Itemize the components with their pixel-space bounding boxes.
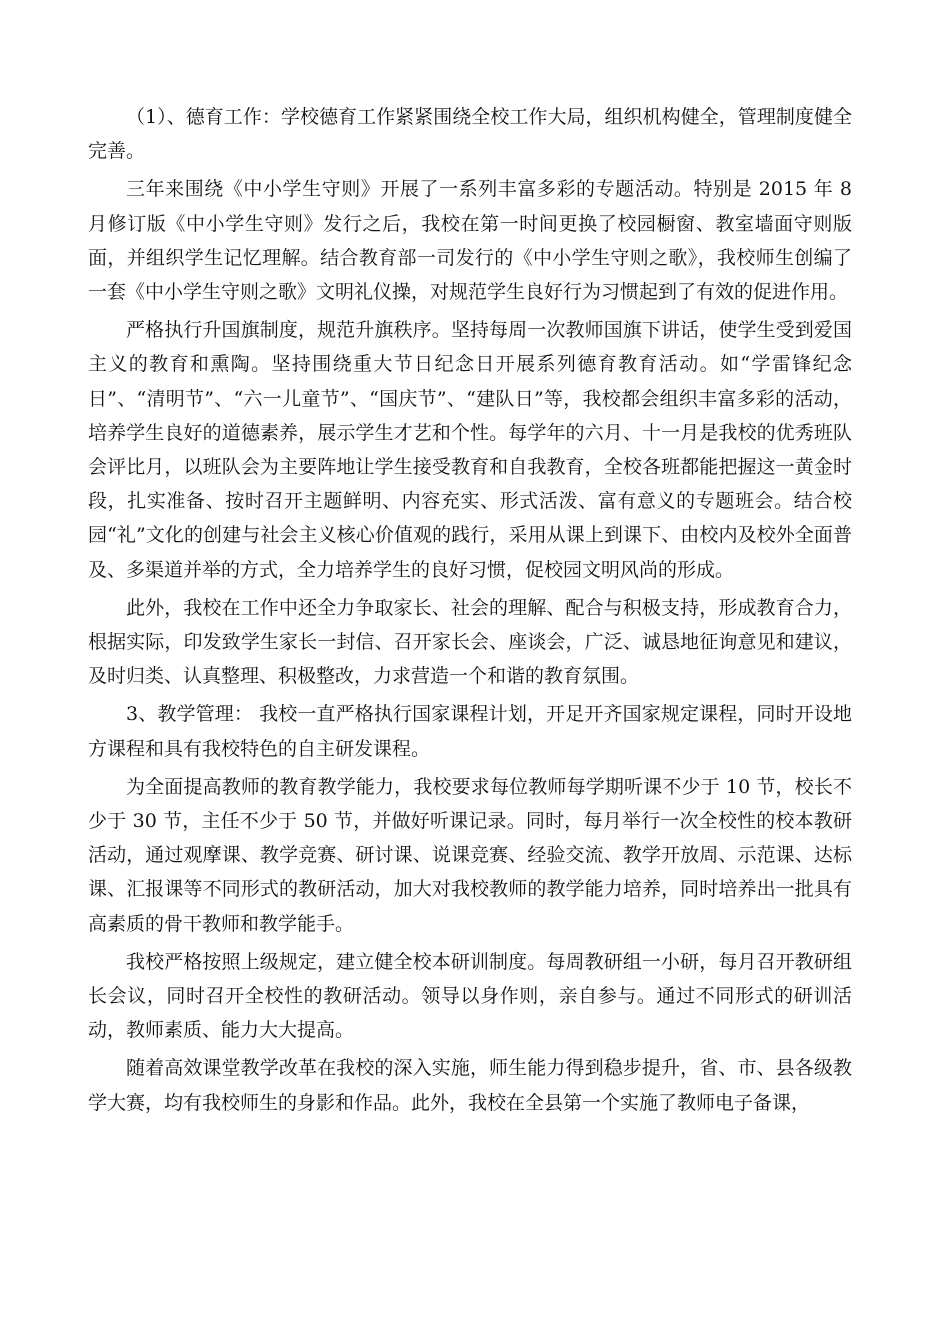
paragraph-school-research: 我校严格按照上级规定，建立健全校本研训制度。每周教研组一小研，每月召开教研组长会议，同时召开全校性的教研活动。领导以身作则，亲自参与。通过不同形式的研训活动，教师素质、能力大大提高。 — [88, 950, 852, 1042]
paragraph-flag-ceremony: 严格执行升国旗制度，规范升旗秩序。坚持每周一次教师国旗下讲话，使学生受到爱国主义的教育和熏陶。坚持围绕重大节日纪念日开展系列德育教育活动。如“学雷锋纪念日”、“清明节”、“六一儿童节”、“国庆节”、“建队日”等，我校都会组织丰富多彩的活动，培养学生良好的道德素养，展示学生才艺和个性。每学年的六月、十一月是我校的优秀班队会评比月，以班队会为主要阵地让学生接受教育和自我教育，全校各班都能把握这一黄金时段，扎实准备、按时召开主题鲜明、内容充实、形式活泼、富有意义的专题班会。结合校园“礼”文化的创建与社会主义核心价值观的践行，采用从课上到课下、由校内及校外全面普及、多渠道并举的方式，全力培养学生的良好习惯，促校园文明风尚的形成。 — [88, 319, 852, 581]
paragraph-teaching-management: 3、教学管理： 我校一直严格执行国家课程计划，开足开齐国家规定课程，同时开设地方课程和具有我校特色的自主研发课程。 — [88, 703, 852, 760]
document-body — [88, 100, 852, 1124]
paragraph-classroom-reform: 随着高效课堂教学改革在我校的深入实施，师生能力得到稳步提升，省、市、县各级教学大赛，均有我校师生的身影和作品。此外，我校在全县第一个实施了教师电子备课， — [88, 1057, 852, 1114]
paragraph-teacher-training: 为全面提高教师的教育教学能力，我校要求每位教师每学期听课不少于 10 节，校长不少于 30 节，主任不少于 50 节，并做好听课记录。同时，每月举行一次全校性的校本教研活动，通过观摩课、教学竞赛、研讨课、说课竞赛、经验交流、教学开放周、示范课、达标课、汇报课等不同形式的教研活动，加大对我校教师的教学能力培养，同时培养出一批具有高素质的骨干教师和教学能手。 — [88, 775, 852, 935]
paragraph-student-code: 三年来围绕《中小学生守则》开展了一系列丰富多彩的专题活动。特别是 2015 年 8 月修订版《中小学生守则》发行之后，我校在第一时间更换了校园橱窗、教室墙面守则版面，并组织学生记忆理解。结合教育部一司发行的《中小学生守则之歌》，我校师生创编了一套《中小学生守则之歌》文明礼仪操，对规范学生良好行为习惯起到了有效的促进作用。 — [88, 178, 852, 304]
paragraph-moral-education: （1）、德育工作：学校德育工作紧紧围绕全校工作大局，组织机构健全，管理制度健全完善。 — [88, 106, 852, 163]
paragraph-parent-support: 此外，我校在工作中还全力争取家长、社会的理解、配合与积极支持，形成教育合力，根据实际，印发致学生家长一封信、召开家长会、座谈会，广泛、诚恳地征询意见和建议，及时归类、认真整理、积极整改，力求营造一个和谐的教育氛围。 — [88, 596, 852, 688]
